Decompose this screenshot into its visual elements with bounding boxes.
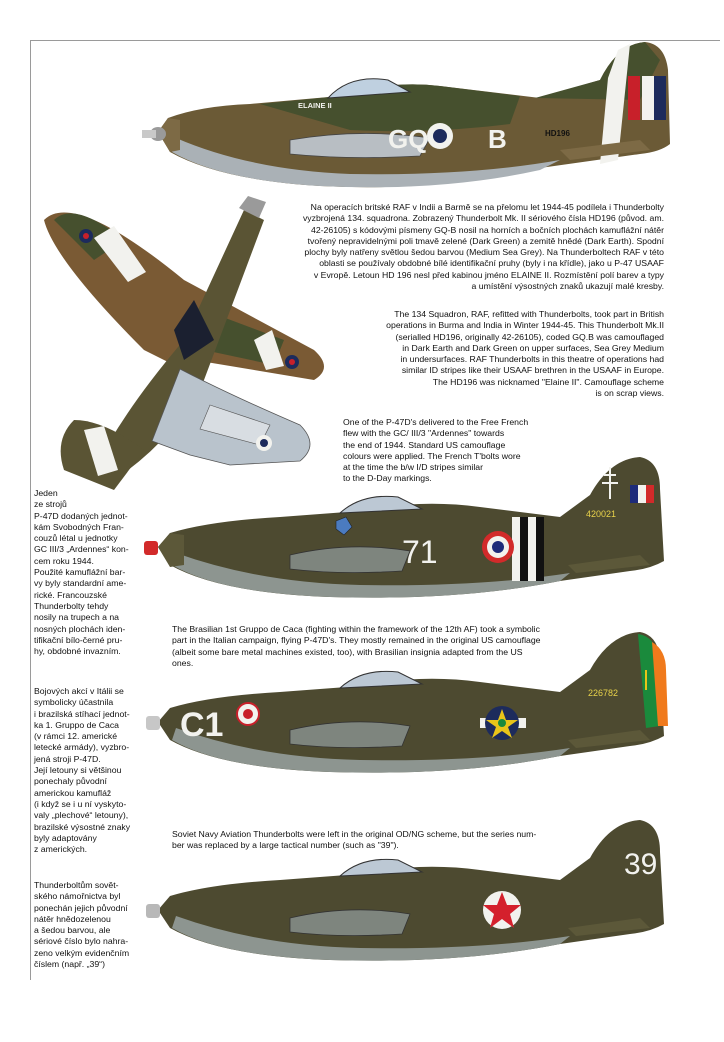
french-caption-czech-text: Jeden ze strojů P-47D dodaných jednot- kám Svobodných Fran- couzů létal u jednotky GC III/3 „Ardennes“ kon- cem roku 1944. Použité kamuflážní bar- vy byly standardní ame- rické. Francouzské Thunderbolty tehdy nosily na trupech a na nosných plochách iden- tifikační bílo-černé pru- hy, obdobné invazním. xyxy=(34,488,129,657)
french-caption-czech xyxy=(34,488,154,657)
brazil-thunderbolt-side-profile xyxy=(140,630,680,790)
raf-caption-czech-text: Na operacích britské RAF v Indii a Barmě se na přelomu let 1944-45 podílela i Thunderbolty vyzbrojená 134. squadrona. Zobrazený Thunderbolt Mk. II sériového čísla HD196 (původ. am. 42-26105) s kódovými písmeny GQ-B nosil na horních a bočních plochách kamuflážní nátěr tvořený nepravidelnými poli tmavě zelené (Dark Green) a zemitě hnědé (Dark Earth). Spodní plochy byly natřeny světlou šedou barvou (Medium Sea Grey). Na Thunderboltech RAF v této oblasti se používaly obdobné bílé identifikační pruhy (byly i na křídle), jako u P-47 USAAF v Evropě. Letoun HD 196 nesl před kabinou jméno ELAINE II. Rozmístění polí barev a typy a umístění výsostných znaků ukazují malé kresby. xyxy=(302,202,664,292)
raf-thunderbolt-side-profile xyxy=(140,40,680,205)
raf-caption-czech xyxy=(258,202,664,292)
french-tactical-number: 71 xyxy=(402,534,438,570)
brazil-caption-english-text: The Brasilian 1st Gruppo de Caca (fighting within the framework of the 12th AF) took a symbolic part in the Italian campaign, flying P-47D's. They mostly remained in the original US camouflage (albeit some bare metal machines existed, too), with Brasilian insignia adapted from the US ones. xyxy=(172,624,541,668)
brazil-serial: 226782 xyxy=(588,688,619,698)
brazil-caption-czech xyxy=(34,686,154,855)
raf-serial: HD196 xyxy=(545,129,570,138)
soviet-caption-czech xyxy=(34,880,154,970)
raf-code-right: B xyxy=(488,124,507,154)
raf-nickname: ELAINE II xyxy=(298,101,332,110)
french-serial: 420021 xyxy=(586,509,617,519)
page-frame-left-line xyxy=(30,40,31,980)
raf-caption-english-text: The 134 Squadron, RAF, refitted with Thunderbolts, took part in British operations in Burma and India in Winter 1944-45. This Thunderbolt Mk.II (serialled HD196, originally 42-26105), coded GQ.B was camouflaged in Dark Earth and Dark Green on upper surfaces, Sea Grey Medium in undersurfaces. RAF Thunderbolts in this theatre of operations had similar ID stripes like their USAAF brethren in the USAAF in Europe. The HD196 was nicknamed "Elaine II". Camouflage scheme is on scrap views. xyxy=(386,309,664,399)
french-caption-english-text: One of the P-47D's delivered to the Free French flew with the GC/ III/3 "Ardennes" towards the end of 1944. Standard US camouflage colours were applied. The French T'bolts wore at the time the b/w I/D stripes similar to the D-Day markings. xyxy=(343,417,529,484)
soviet-thunderbolt-side-profile xyxy=(140,818,680,978)
raf-caption-english xyxy=(330,309,664,399)
brazil-code: C1 xyxy=(180,706,224,744)
soviet-caption-english-text: Soviet Navy Aviation Thunderbolts were left in the original OD/NG scheme, but the series num- ber was replaced by a large tactical number (such as "39"). xyxy=(172,829,537,851)
brazil-caption-czech-text: Bojových akcí v Itálii se symbolicky účastnila i brazilská stíhací jednot- ka 1. Gruppo de Caca (v rámci 12. americké letecké armády), vyzbro- jená stroji P-47D. Její letouny si většinou ponechaly původní americkou kamufláž (i když se i u ní vyskyto- valy „plechové“ letouny), brazilské výsostné znaky byly adaptovány z amerických. xyxy=(34,686,131,855)
soviet-tactical-number: 39 xyxy=(624,848,658,881)
soviet-caption-czech-text: Thunderboltům sovět- ského námořnictva byl ponechán jejich původní nátěr hnědozelenou a šedou barvou, ale sériové číslo bylo nahra- zeno velkým evidenčním číslem (např. „39“) xyxy=(34,880,130,970)
raf-code-left: GQ xyxy=(388,124,429,154)
french-thunderbolt-side-profile xyxy=(140,455,680,615)
